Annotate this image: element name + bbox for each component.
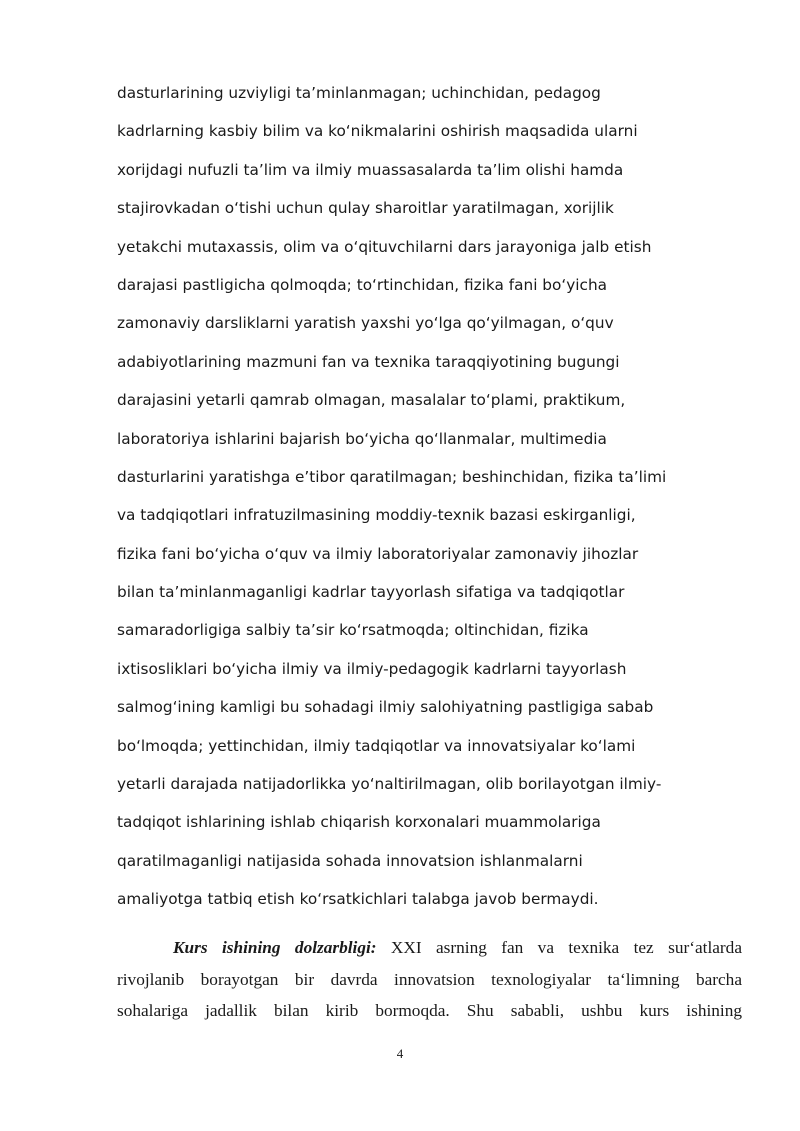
text-line: xorijdagi nufuzli ta’lim va ilmiy muassasalarda ta’lim olishi hamda: [117, 160, 624, 179]
relevance-first-line: [117, 932, 742, 964]
page-number: 4: [396, 1046, 404, 1061]
text-line: dasturlarini yaratishga e’tibor qaratilmagan; beshinchidan, fizika ta’limi: [117, 467, 667, 486]
text-line: darajasi pastligicha qolmoqda; to‘rtinchidan, fizika fani bo‘yicha: [117, 275, 608, 294]
relevance-text: XXI asrning fan va texnika tez sur‘atlarda: [376, 938, 742, 957]
text-line: samaradorligiga salbiy ta’sir ko‘rsatmoqda; oltinchidan, fizika: [117, 621, 589, 640]
text-line: bo‘lmoqda; yettinchidan, ilmiy tadqiqotlar va innovatsiyalar ko‘lami: [117, 736, 636, 755]
text-line: sohalariga jadallik bilan kirib bormoqda. Shu sababli, ushbu kurs ishining: [117, 1001, 742, 1020]
text-line: dasturlarining uzviyligi ta’minlanmagan; uchinchidan, pedagog: [117, 84, 601, 102]
text-line: kadrlarning kasbiy bilim va ko‘nikmalarini oshirish maqsadida ularni: [117, 122, 638, 141]
text-line: tadqiqot ishlarining ishlab chiqarish korxonalari muammolariga: [117, 813, 601, 832]
text-line: qaratilmaganligi natijasida sohada innovatsion ishlanmalarni: [117, 851, 583, 870]
text-line: amaliyotga tatbiq etish ko‘rsatkichlari talabga javob bermaydi.: [117, 890, 599, 909]
text-line: stajirovkadan o‘tishi uchun qulay sharoitlar yaratilmagan, xorijlik: [117, 199, 614, 218]
text-line: fizika fani bo‘yicha o‘quv va ilmiy laboratoriyalar zamonaviy jihozlar: [117, 544, 639, 563]
text-line: salmog‘ining kamligi bu sohadagi ilmiy salohiyatning pastligiga sabab: [117, 698, 654, 717]
body-paragraph: [117, 74, 757, 919]
text-line: yetarli darajada natijadorlikka yo‘naltirilmagan, olib borilayotgan ilmiy-: [117, 775, 662, 794]
relevance-paragraph: [117, 932, 742, 1027]
text-line: bilan ta’minlanmaganligi kadrlar tayyorlash sifatiga va tadqiqotlar: [117, 583, 625, 602]
text-line: yetakchi mutaxassis, olim va o‘qituvchilarni dars jarayoniga jalb etish: [117, 237, 652, 256]
text-line: adabiyotlarining mazmuni fan va texnika taraqqiyotining bugungi: [117, 352, 620, 371]
text-line: va tadqiqotlari infratuzilmasining moddiy-texnik bazasi eskirganligi,: [117, 506, 636, 525]
text-line: zamonaviy darsliklarni yaratish yaxshi yo‘lga qo‘yilmagan, o‘quv: [117, 314, 614, 333]
text-line: rivojlanib borayotgan bir davrda innovatsion texnologiyalar ta‘limning barcha: [117, 969, 742, 989]
text-line: ixtisosliklari bo‘yicha ilmiy va ilmiy-pedagogik kadrlarni tayyorlash: [117, 659, 627, 678]
text-line: darajasini yetarli qamrab olmagan, masalalar to‘plami, praktikum,: [117, 391, 626, 410]
text-line: laboratoriya ishlarini bajarish bo‘yicha qo‘llanmalar, multimedia: [117, 429, 607, 448]
relevance-heading: Kurs ishining dolzarbligi:: [173, 938, 377, 957]
